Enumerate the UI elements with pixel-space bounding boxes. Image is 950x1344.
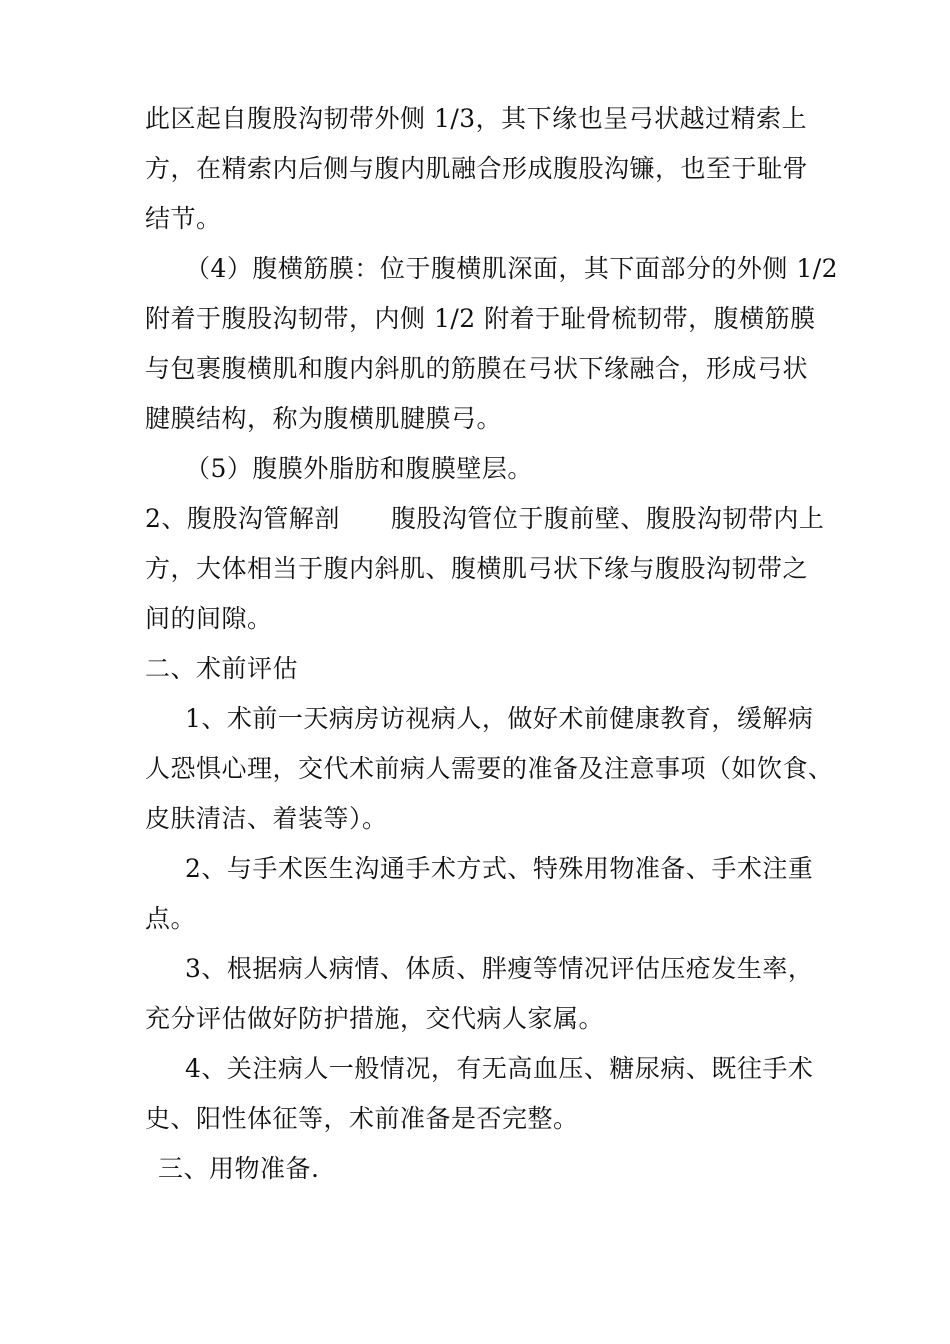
- paragraph-line: 点。: [145, 904, 197, 933]
- paragraph-line: 与包裹腹横肌和腹内斜肌的筋膜在弓状下缘融合，形成弓状: [145, 354, 809, 383]
- paragraph-line: 方，大体相当于腹内斜肌、腹横肌弓状下缘与腹股沟韧带之: [145, 554, 809, 583]
- paragraph-line: 史、阳性体征等，术前准备是否完整。: [145, 1104, 579, 1133]
- paragraph-line: 4、关注病人一般情况，有无高血压、糖尿病、既往手术: [185, 1054, 814, 1083]
- paragraph-line: 人恐惧心理，交代术前病人需要的准备及注意事项（如饮食、: [145, 754, 834, 783]
- paragraph-line: 结节。: [145, 204, 222, 233]
- paragraph-line: 皮肤清洁、着装等）。: [145, 804, 388, 833]
- paragraph-line: 2、腹股沟管解剖 腹股沟管位于腹前壁、腹股沟韧带内上: [145, 504, 825, 533]
- paragraph-line: 3、根据病人病情、体质、胖瘦等情况评估压疮发生率，: [185, 954, 814, 983]
- paragraph-line: 1、术前一天病房访视病人，做好术前健康教育，缓解病: [185, 704, 814, 733]
- paragraph-line: 2、与手术医生沟通手术方式、特殊用物准备、手术注重: [185, 854, 814, 883]
- paragraph-line: 充分评估做好防护措施，交代病人家属。: [145, 1004, 605, 1033]
- paragraph-line: 方，在精索内后侧与腹内肌融合形成腹股沟镰，也至于耻骨: [145, 154, 809, 183]
- paragraph-line: 附着于腹股沟韧带，内侧 1/2 附着于耻骨梳韧带，腹横筋膜: [145, 304, 816, 333]
- paragraph-line: 此区起自腹股沟韧带外侧 1/3，其下缘也呈弓状越过精索上: [145, 104, 808, 133]
- section-heading: 二、术前评估: [145, 654, 299, 683]
- paragraph-line: 腱膜结构，称为腹横肌腱膜弓。: [145, 404, 503, 433]
- paragraph-line: （4）腹横筋膜：位于腹横肌深面，其下面部分的外侧 1/2: [185, 254, 839, 283]
- paragraph-line: 间的间隙。: [145, 604, 273, 633]
- paragraph-line: （5）腹膜外脂肪和腹膜壁层。: [185, 454, 533, 483]
- section-heading: 三、用物准备.: [158, 1154, 320, 1183]
